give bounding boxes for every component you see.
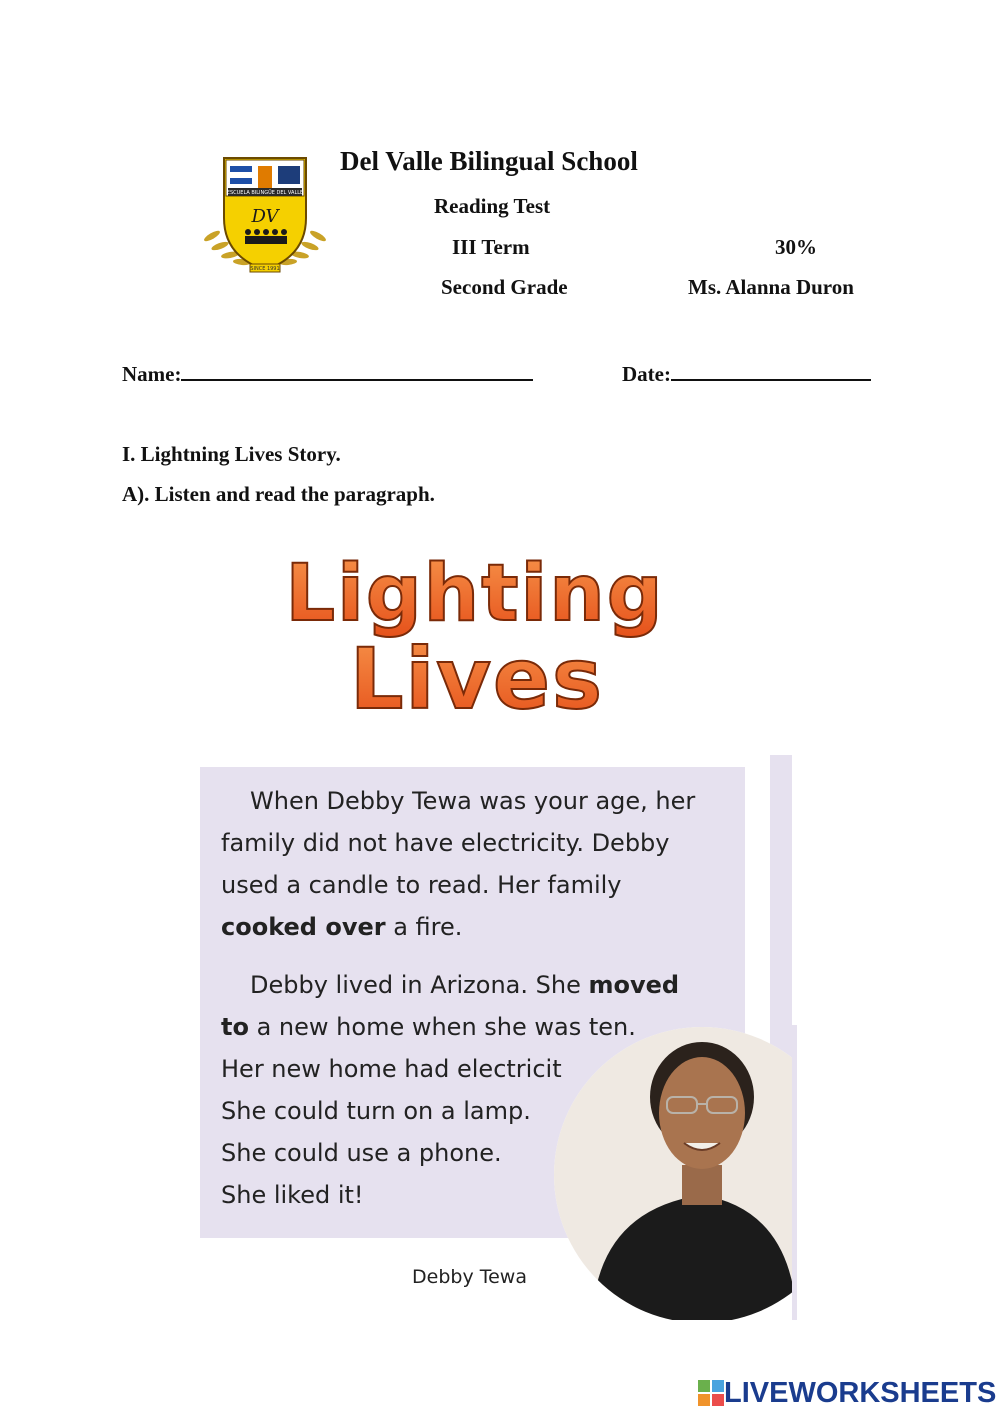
story-line-rest: a new home when she was ten. (248, 1013, 636, 1041)
school-logo (200, 148, 330, 278)
story-line (221, 906, 462, 948)
title-line-1: Lighting (285, 549, 665, 639)
vocab-moved: moved (588, 971, 680, 999)
watermark-text: LIVEWORKSHEETS (724, 1376, 997, 1409)
story-line (250, 964, 679, 1006)
photo-caption: Debby Tewa (412, 1266, 527, 1288)
title-line-2: Lives (349, 630, 605, 728)
vocab-cooked-over: cooked over (221, 913, 386, 941)
story-line: used a candle to read. Her family (221, 871, 622, 899)
percent-value: 30% (775, 235, 817, 259)
liveworksheets-logo-icon (698, 1380, 724, 1406)
story-line: She could use a phone. (221, 1139, 502, 1167)
story-line: Her new home had electricit (221, 1055, 562, 1083)
name-blank-line[interactable] (181, 361, 533, 381)
name-field[interactable] (122, 361, 533, 387)
liveworksheets-watermark (698, 1376, 996, 1410)
section-instruction: A). Listen and read the paragraph. (122, 482, 435, 506)
name-label: Name: (122, 362, 182, 386)
story-line: family did not have electricity. Debby (221, 829, 670, 857)
story-title-art (255, 548, 695, 728)
vocab-to: to (221, 1013, 249, 1041)
logo-banner-text: ESCUELA BILINGÜE DEL VALLE (226, 190, 304, 196)
grade-label: Second Grade (441, 275, 568, 299)
term-label: III Term (452, 235, 530, 259)
story-line: When Debby Tewa was your age, her (250, 787, 696, 815)
date-blank-line[interactable] (671, 361, 871, 381)
logo-since-text: SINCE 1991 (250, 266, 280, 272)
section-heading: I. Lightning Lives Story. (122, 442, 341, 466)
date-field[interactable] (622, 361, 871, 387)
story-line-rest: a fire. (385, 913, 463, 941)
date-label: Date: (622, 362, 671, 386)
teacher-name: Ms. Alanna Duron (688, 275, 854, 299)
test-title: Reading Test (434, 194, 551, 218)
debby-tewa-photo (552, 1025, 797, 1320)
story-line-start: Debby lived in Arizona. She (250, 971, 589, 999)
school-name: Del Valle Bilingual School (340, 146, 638, 176)
story-line: She could turn on a lamp. (221, 1097, 531, 1125)
story-line: She liked it! (221, 1181, 364, 1209)
logo-monogram: DV (251, 206, 279, 227)
